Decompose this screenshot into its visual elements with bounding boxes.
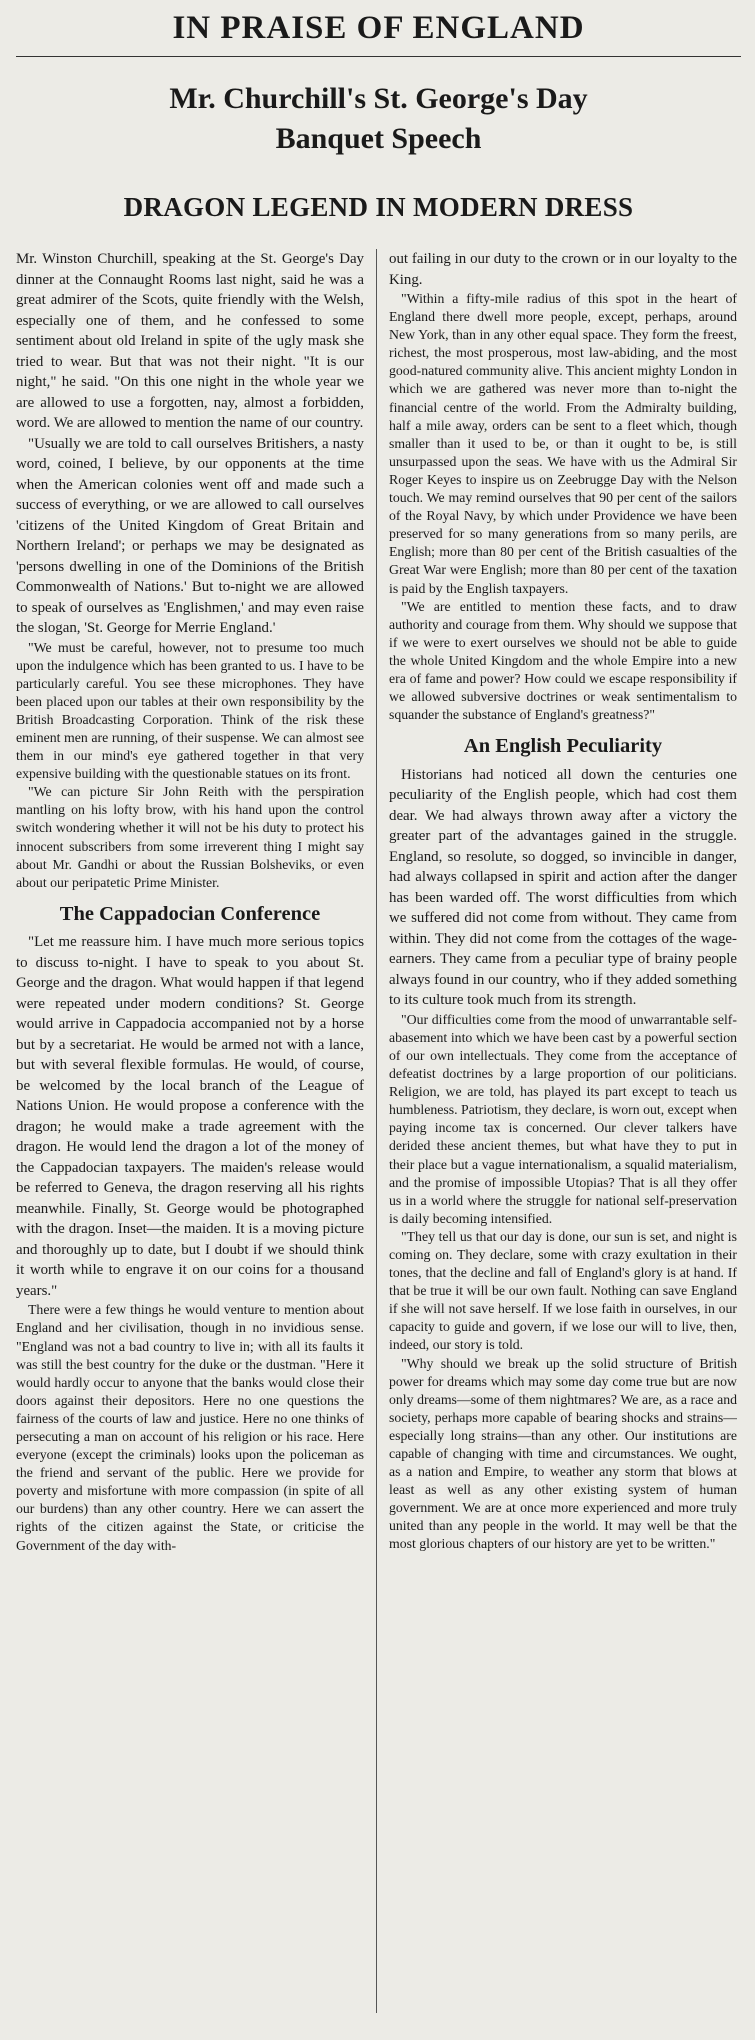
paragraph: "Usually we are told to call ourselves Britishers, a nasty word, coined, I believe, by our opponents at the time when the American colonies went off and made such a success of everything, or we are allowed to call ourselves 'citizens of the United Kingdom of Great Britain and Northern Ireland'; or perhaps we may be designated as 'persons dwelling in one of the Dominions of the British Commonwealth of Nations.' But to-night we are allowed to speak of ourselves as 'Englishmen,' and may even raise the slogan, 'St. George for Merrie England.' [16,435,364,636]
dense-block [389,290,737,724]
paragraph: There were a few things he would venture to mention about England and her civilisation, though in no invidious sense. "England was not a bad country to live in; with all its faults it was still the best country for the duke or the dustman. "Here it would hardly occur to anyone that the banks would close their doors against their depositors. Here no one questions the fairness of the courts of law and justice. Here no one thinks of persecuting a man on account of his religion or his race. Here everyone (except the criminals) looks upon the policeman as the friend and servant of the public. Here we provide for poverty and misfortune with more compassion (in spite of all our burdens) than any other country. Here we can assert the rights of the citizen against the State, or criticise the Government of the day with- [16,1302,364,1553]
paragraph: "We must be careful, however, not to presume too much upon the indulgence which has been granted to us. I have to be particularly careful. You see these microphones. They have been placed upon our tables at their own responsibility by the British Broadcasting Corporation. Think of the risk these eminent men are running, of their suspense. We can almost see them in our mind's eye gathered together in that very expensive building with the questionable statues on its front. [16,639,364,782]
paragraph: "Our difficulties come from the mood of unwarrantable self-abasement into which we have been cast by a powerful section of our own intellectuals. They come from the acceptance of defeatist doctrines by a large proportion of our politicians. Religion, we are told, has played its part except to teach us humbleness. Patriotism, they declare, is worn out, except when paying income tax is concerned. Our clever talkers have derided these ancient themes, but what have they to put in their place but a vague internationalism, a squalid materialism, and the promise of impossible Utopias? That is all they offer us in a world where the struggle for national self-preservation is daily becoming intensified. [389,1011,737,1226]
right-column [377,249,737,2013]
paragraph: "We are entitled to mention these facts, and to draw authority and courage from them. Why should we suppose that if we were to exert ourselves we should not be able to guide the whole United Kingdom and the whole Empire into a new era of fame and power? How could we escape responsibility if we allowed subversive doctrines or weak sentimentalism to squander the substance of England's greatness?" [389,598,737,723]
paragraph: Historians had noticed all down the centuries one peculiarity of the English people, which had cost them dear. We had always thrown away after a victory the greater part of the advantages gained in the struggle. England, so resolute, so dogged, so invincible in danger, had always collapsed in spirit and action after the danger has been warded off. The worst difficulties from which we suffered did not come from without. They came from within. They did not come from the cottages of the wage-earners. They came from a peculiar type of brainy people always found in our country, who if they added something to its culture took much from its strength. [389,766,737,1009]
paragraph: "Let me reassure him. I have much more serious topics to discuss to-night. I have to speak to you about St. George and the dragon. What would happen if that legend were repeated under modern conditions? St. George would arrive in Cappadocia accompanied not by a horse but by a secretariat. He would be armed not with a lance, but with several flexible formulas. He would, of course, be welcomed by the local branch of the League of Nations Union. He would propose a conference with the dragon; he would make a trade agreement with the dragon. He would lend the dragon a lot of the money of the Cappadocian taxpayers. The maiden's release would be referred to Geneva, the dragon reserving all his rights meanwhile. Finally, St. George would be photographed with the dragon. Inset—the maiden. It is a moving picture and thoroughly up to date, but I doubt if we should think it worth while to engrave it on our coins for a thousand years." [16,934,364,1299]
section-title: DRAGON LEGEND IN MODERN DRESS [123,192,634,222]
paragraph: "They tell us that our day is done, our sun is set, and night is coming on. They declare, some with crazy exultation in their tones, that the decline and fall of England's glory is at hand. If that be true it will be our own fault. Nothing can save England if she will not save herself. If we lose faith in ourselves, in our capacity to guide and govern, if we lose our will to live, then, indeed, our story is told. [389,1228,737,1353]
dense-block [16,1301,364,1554]
dense-block [389,1011,737,1554]
headline: IN PRAISE OF ENGLAND [172,10,585,46]
paragraph: "Why should we break up the solid structure of British power for dreams which may some day come true but are now only dreams—some of them nightmares? We are, as a race and society, perhaps more capable of bearing shocks and strains—especially long strains—than any other. Our institutions are capable of changing with time and circumstances. We ought, as a nation and Empire, to weather any storm that blows at least as well as any other existing system of human government. We are at once more experienced and more truly united than any people in the world. It may well be that the most glorious chapters of our history are yet to be written." [389,1355,737,1552]
subheadline-1: Mr. Churchill's St. George's Day [169,82,588,115]
dense-block [16,639,364,892]
paragraph: "We can picture Sir John Reith with the perspiration mantling on his lofty brow, with his hand upon the control switch wondering whether it will not be his duty to protect his innocent subscribers from some irreverent thing I might say about Mr. Gandhi or about the Russian Bolsheviks, or even about our peripatetic Prime Minister. [16,784,364,890]
section-subhead: An English Peculiarity [463,735,663,758]
paragraph: Mr. Winston Churchill, speaking at the St. George's Day dinner at the Connaught Rooms last night, said he was a great admirer of the Scots, quite friendly with the Welsh, especially one of them, and he confessed to some sentiment about old Ireland in spite of the ugly mask she tried to wear. But that was not their night. "It is our night," he said. "On this one night in the whole year we are allowed to use a forgotten, nay, almost a forbidden, word. We are allowed to mention the name of our country. [16,251,364,431]
left-column [16,249,376,2013]
paragraph: out failing in our duty to the crown or in our loyalty to the King. [389,251,737,288]
article-columns [16,249,741,2013]
subheadline-2: Banquet Speech [275,122,482,155]
headline-rule [16,56,741,57]
section-subhead: The Cappadocian Conference [59,902,321,925]
paragraph: "Within a fifty-mile radius of this spot in the heart of England there dwell more people, except, perhaps, around New York, than in any other equal space. They form the freest, richest, the most prosperous, most law-abiding, and the most good-natured community alive. This ancient mighty London in which we are gathered was never more than to-night the financial centre of the world. From the Admiralty building, half a mile away, orders can be sent to a fleet which, though smaller than it used to be, or than it ought to be, is still unsurpassed upon the seas. We have with us the Admiral Sir Roger Keyes to inspire us on Zeebrugge Day with the Nelson touch. We may remind ourselves that 90 per cent of the sailors of the Royal Navy, by which under Providence we have been preserved for so many generations from so many perils, are English; more than 80 per cent of the British casualties of the Great War were English; more than 80 per cent of the taxation is paid by the English taxpayers. [389,291,737,596]
